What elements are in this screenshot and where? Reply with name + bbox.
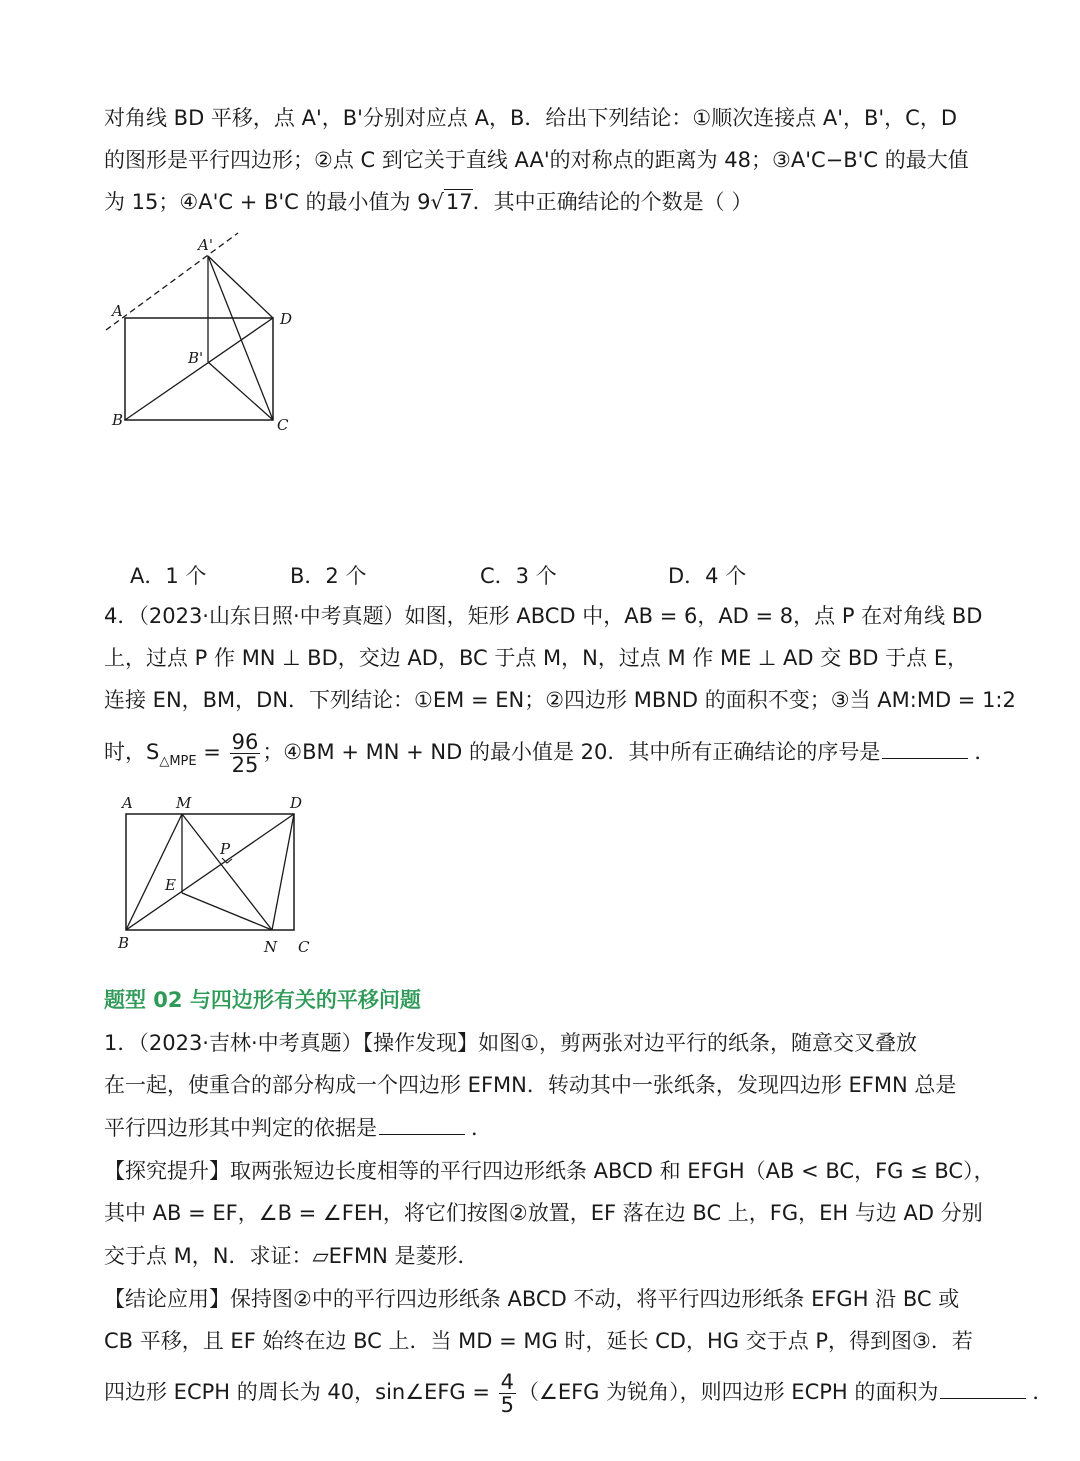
q4-answer-blank[interactable] <box>882 738 968 759</box>
label-b: B <box>112 411 124 429</box>
option-c: C．3 个 <box>480 564 557 588</box>
q3-text-line-2: 的图形是平行四边形；②点 C 到它关于直线 AA'的对称点的距离为 48；③A'C−B'C 的最大值 <box>104 148 969 172</box>
q1-text-line-7: 【结论应用】保持图②中的平行四边形纸条 ABCD 不动，将平行四边形纸条 EFGH 沿 BC 或 <box>104 1287 960 1311</box>
q1-fraction-numerator: 4 <box>500 1369 514 1394</box>
diagonal-bd <box>126 814 294 930</box>
q1-text-line-3 <box>104 1113 492 1143</box>
q4-text-line-2: 上，过点 P 作 MN ⊥ BD，交边 AD，BC 于点 M，N，过点 M 作 ME ⊥ AD 交 BD 于点 E， <box>104 646 969 670</box>
q1-criteria-blank[interactable] <box>379 1114 465 1135</box>
segment-b-prime-c <box>208 362 273 420</box>
q1-line3-end: ． <box>471 1116 492 1140</box>
q3-text-line-3 <box>104 187 752 217</box>
label-c: C <box>277 416 289 434</box>
q3-text-line-1: 对角线 BD 平移，点 A'，B'分别对应点 A，B．给出下列结论：①顺次连接点 A'，B'，C，D <box>104 106 958 130</box>
q3-line3-part-a: 为 15；④A'C + B'C 的最小值为 9 <box>104 190 431 214</box>
label-b-prime: B' <box>188 349 204 367</box>
segment-a-prime-c <box>208 256 273 420</box>
q4-line4-end: ． <box>974 740 996 764</box>
q1-line9-part-a: 四边形 ECPH 的周长为 40，sin∠EFG = <box>104 1380 497 1404</box>
label-a: A <box>122 794 133 812</box>
label-a-prime: A' <box>198 236 213 254</box>
q1-text-line-1: 1．（2023·吉林·中考真题）【操作发现】如图①，剪两张对边平行的纸条，随意交叉叠放 <box>104 1031 917 1055</box>
q3-line3-part-b: ．其中正确结论的个数是（ ） <box>472 190 753 214</box>
q4-figure <box>110 790 320 960</box>
label-d: D <box>280 310 293 328</box>
q1-text-line-4: 【探究提升】取两张短边长度相等的平行四边形纸条 ABCD 和 EFGH（AB < BC，FG ≤ BC）， <box>104 1159 995 1183</box>
q1-area-blank[interactable] <box>940 1378 1026 1399</box>
label-c: C <box>298 938 310 956</box>
option-a: A．1 个 <box>130 564 207 588</box>
q1-text-line-2: 在一起，使重合的部分构成一个四边形 EFMN．转动其中一张纸条，发现四边形 EFMN 总是 <box>104 1073 957 1097</box>
label-a: A <box>112 302 123 320</box>
segment-bm <box>126 814 182 930</box>
q1-fraction <box>499 1371 516 1416</box>
q4-text-line-1: 4．（2023·山东日照·中考真题）如图，矩形 ABCD 中，AB = 6，AD = 8，点 P 在对角线 BD <box>104 604 983 628</box>
label-n: N <box>264 938 278 956</box>
q1-line9-part-b: （∠EFG 为锐角），则四边形 ECPH 的面积为 <box>518 1380 939 1404</box>
q4-area-subscript: △MPE <box>159 754 197 769</box>
segment-mn <box>182 814 272 930</box>
q3-figure <box>100 228 310 438</box>
q1-text-line-6: 交于点 M，N．求证：▱EFMN 是菱形． <box>104 1244 479 1268</box>
q4-text-line-3: 连接 EN，BM，DN．下列结论：①EM = EN；②四边形 MBND 的面积不变；③当 AM:MD = 1:2 <box>104 688 1016 712</box>
sqrt-icon: √ <box>430 190 444 214</box>
option-d: D．4 个 <box>668 564 747 588</box>
sqrt-radicand: 17 <box>445 190 473 214</box>
q1-line9-end: ． <box>1032 1380 1054 1404</box>
label-p: P <box>220 840 231 858</box>
option-b: B．2 个 <box>290 564 367 588</box>
q1-text-line-9 <box>104 1368 1053 1416</box>
q4-equals: = <box>196 740 228 764</box>
q4-fraction <box>230 731 261 776</box>
segment-dn <box>272 814 294 930</box>
label-e: E <box>165 876 176 894</box>
label-d: D <box>290 794 303 812</box>
label-m: M <box>176 794 192 812</box>
q4-fraction-denominator: 25 <box>231 752 259 777</box>
label-b: B <box>118 934 130 952</box>
q1-fraction-denominator: 5 <box>500 1392 514 1417</box>
q4-line4-part-a: 时，S <box>104 740 160 764</box>
q4-fraction-numerator: 96 <box>231 729 259 754</box>
segment-en <box>182 893 272 930</box>
q4-line4-part-b: ；④BM + MN + ND 的最小值是 20．其中所有正确结论的序号是 <box>262 740 881 764</box>
diagonal-bd <box>125 318 273 420</box>
q4-text-line-4 <box>104 728 995 786</box>
q1-text-line-8: CB 平移，且 EF 始终在边 BC 上．当 MD = MG 时，延长 CD，HG 交于点 P，得到图③．若 <box>104 1329 973 1353</box>
segment-a-prime-d <box>208 256 273 318</box>
q1-text-line-5: 其中 AB = EF，∠B = ∠FEH，将它们按图②放置，EF 落在边 BC 上，FG，EH 与边 AD 分别 <box>104 1201 983 1225</box>
q1-line3-part-a: 平行四边形其中判定的依据是 <box>104 1116 377 1140</box>
section-heading: 题型 02 与四边形有关的平移问题 <box>104 988 421 1012</box>
